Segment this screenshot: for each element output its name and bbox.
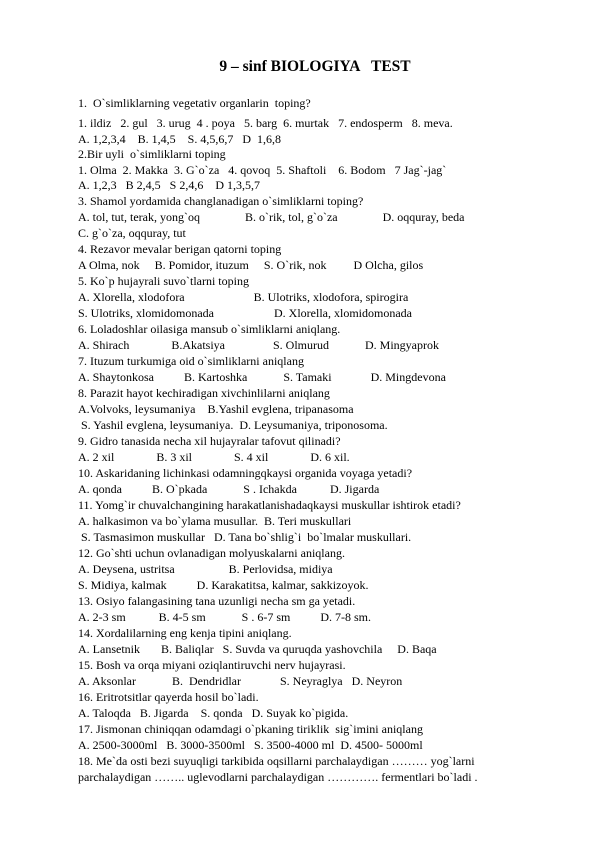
text-line: A. qonda B. O`pkada S . Ichakda D. Jigarda [78,482,380,496]
text-line: S. Ulotriks, xlomidomonada D. Xlorella, xlomidomonada [78,306,412,320]
text-line: A. Shirach B.Akatsiya S. Olmurud D. Mingyaprok [78,338,439,352]
text-line: 3. Shamol yordamida changlanadigan o`simliklarni toping? [78,194,364,208]
text-line: 15. Bosh va orqa miyani oziqlantiruvchi nerv hujayrasi. [78,658,346,672]
text-line: S. Tasmasimon muskullar D. Tana bo`shlig`i bo`lmalar muskullari. [78,530,412,544]
question-line: 1. O`simliklarning vegetativ organlarin toping? [78,96,311,110]
text-line: 9. Gidro tanasida necha xil hujayralar tafovut qilinadi? [78,434,341,448]
text-line: A. 2 xil B. 3 xil S. 4 xil D. 6 xil. [78,450,350,464]
text-line: S. Midiya, kalmak D. Karakatitsa, kalmar, sakkizoyok. [78,578,369,592]
text-line: A. 2500-3000ml B. 3000-3500ml S. 3500-4000 ml D. 4500- 5000ml [78,738,423,752]
text-line: A. tol, tut, terak, yong`oq B. o`rik, tol, g`o`za D. oqquray, beda [78,210,465,224]
text-line: A. halkasimon va bo`ylama musullar. B. Teri muskullari [78,514,352,528]
text-line: A. Taloqda B. Jigarda S. qonda D. Suyak ko`pigida. [78,706,349,720]
text-line: 18. Me`da osti bezi suyuqligi tarkibida oqsillarni parchalaydigan ……… yog`larni [78,754,475,768]
text-line: 5. Ko`p hujayrali suvo`tlarni toping [78,274,249,288]
text-line: A. Aksonlar B. Dendridlar S. Neyraglya D. Neyron [78,674,403,688]
text-line: 11. Yomg`ir chuvalchangining harakatlanishadaqkaysi muskullar ishtirok etadi? [78,498,461,512]
text-line: parchalaydigan …….. uglevodlarni parchalaydigan …………. fermentlari bo`ladi . [78,770,478,784]
text-line: A.Volvoks, leysumaniya B.Yashil evglena, tripanasoma [78,402,354,416]
text-line: 17. Jismonan chiniqqan odamdagi o`pkaning tiriklik sig`imini aniqlang [78,722,423,736]
text-line: A. Lansetnik B. Baliqlar S. Suvda va quruqda yashovchila D. Baqa [78,642,437,656]
text-line: S. Yashil evglena, leysumaniya. D. Leysumaniya, triponosoma. [78,418,388,432]
text-line: 6. Loladoshlar oilasiga mansub o`simliklarni aniqlang. [78,322,341,336]
text-line: A. Deysena, ustritsa B. Perlovidsa, midiya [78,562,333,576]
text-line: A Olma, nok B. Pomidor, ituzum S. O`rik, nok D Olcha, gilos [78,258,424,272]
text-line: 13. Osiyo falangasining tana uzunligi necha sm ga yetadi. [78,594,356,608]
text-line: 8. Parazit hayot kechiradigan xivchinlilarni aniqlang [78,386,330,400]
text-line: A. 1,2,3 B 2,4,5 S 2,4,6 D 1,3,5,7 [78,178,261,192]
text-line: 1. ildiz 2. gul 3. urug 4 . poya 5. barg 6. murtak 7. endosperm 8. meva. [78,116,453,130]
text-line: 2.Bir uyli o`simliklarni toping [78,147,226,161]
text-line: A. Xlorella, xlodofora B. Ulotriks, xlodofora, spirogira [78,290,409,304]
text-line: 16. Eritrotsitlar qayerda hosil bo`ladi. [78,690,259,704]
text-line: 1. Olma 2. Makka 3. G`o`za 4. qovoq 5. Shaftoli 6. Bodom 7 Jag`-jag` [78,163,447,177]
page-title: 9 – sinf BIOLOGIYA TEST [219,58,411,75]
text-line: 12. Go`shti uchun ovlanadigan molyuskalarni aniqlang. [78,546,345,560]
text-line: 7. Ituzum turkumiga oid o`simliklarni aniqlang [78,354,304,368]
text-line: 4. Rezavor mevalar berigan qatorni toping [78,242,282,256]
text-line: A. 1,2,3,4 B. 1,4,5 S. 4,5,6,7 D 1,6,8 [78,132,282,146]
text-line: 10. Askaridaning lichinkasi odamningqkaysi organida voyaga yetadi? [78,466,413,480]
text-line: A. 2-3 sm B. 4-5 sm S . 6-7 sm D. 7-8 sm. [78,610,372,624]
text-line: A. Shaytonkosa B. Kartoshka S. Tamaki D. Mingdevona [78,370,446,384]
text-line: 14. Xordalilarning eng kenja tipini aniqlang. [78,626,292,640]
text-line: C. g`o`za, oqquray, tut [78,226,186,240]
